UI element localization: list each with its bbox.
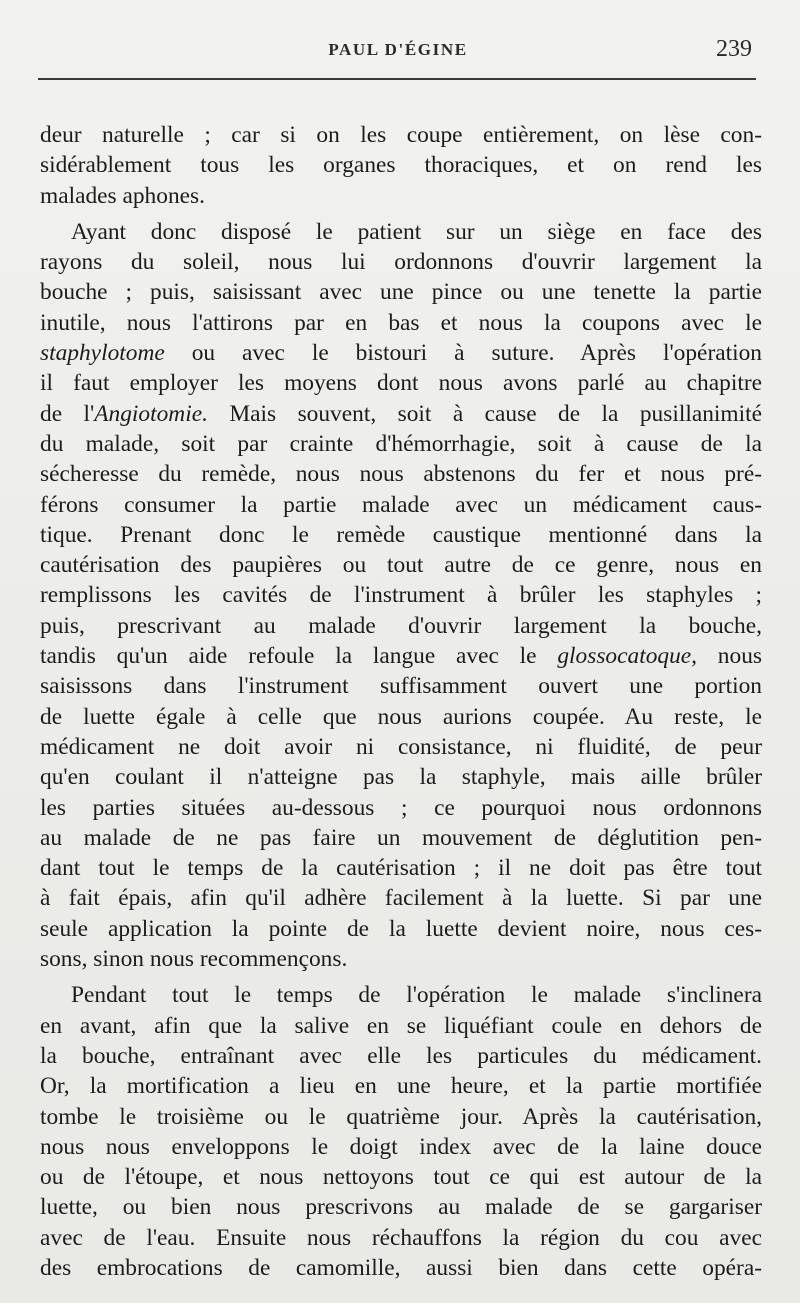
text-run: Ayant donc disposé le patient sur un siège en face des	[71, 218, 762, 245]
text-run: tandis qu'un aide refoule la langue avec le	[40, 643, 558, 670]
text-run: ou de l'étoupe, et nous nettoyons tout ce qui est autour de la	[40, 1164, 762, 1191]
text-line	[40, 490, 762, 520]
text-run: tombe le troisième ou le quatrième jour. Après la cautérisation,	[40, 1103, 762, 1130]
text-line	[40, 980, 762, 1010]
text-run: les parties situées au-dessous ; ce pourquoi nous ordonnons	[40, 794, 762, 821]
text-run: luette, ou bien nous prescrivons au malade de se gargariser	[40, 1194, 762, 1221]
text-run: nous	[697, 643, 762, 670]
text-line	[40, 399, 762, 429]
text-run: nous nous enveloppons le doigt index avec de la laine douce	[40, 1133, 762, 1160]
text-line	[40, 217, 762, 247]
text-line	[40, 732, 762, 762]
text-line	[40, 762, 762, 792]
text-run: de l'	[40, 400, 95, 427]
text-run: cautérisation des paupières ou tout autre de ce genre, nous en	[40, 552, 762, 579]
text-run: seule application la pointe de la luette devient noire, nous ces-	[40, 915, 762, 942]
text-run: remplissons les cavités de l'instrument à brûler les staphyles ;	[40, 582, 762, 609]
text-run: avec de l'eau. Ensuite nous réchauffons la région du cou avec	[40, 1224, 762, 1251]
text-line	[40, 580, 762, 610]
text-line	[40, 1071, 762, 1101]
text-line	[40, 368, 762, 398]
paragraph	[40, 980, 762, 1283]
text-line	[40, 308, 762, 338]
text-line	[40, 520, 762, 550]
text-line	[40, 944, 762, 974]
text-run: bouche ; puis, saisissant avec une pince ou une tenette la partie	[40, 279, 762, 306]
text-run: médicament ne doit avoir ni consistance, ni fluidité, de peur	[40, 733, 762, 760]
header-rule	[38, 78, 756, 80]
text-line	[40, 1162, 762, 1192]
text-run: de luette égale à celle que nous aurions coupée. Au reste, le	[40, 703, 762, 730]
text-line	[40, 338, 762, 368]
text-line	[40, 1041, 762, 1071]
text-run: il faut employer les moyens dont nous avons parlé au chapitre	[40, 370, 762, 397]
text-line	[40, 793, 762, 823]
text-run: deur naturelle ; car si on les coupe entièrement, on lèse con-	[40, 122, 762, 148]
text-run: sécheresse du remède, nous nous abstenons du fer et nous pré-	[40, 461, 762, 488]
text-run: la bouche, entraînant avec elle les particules du médicament.	[40, 1042, 762, 1069]
italic-term: glossocatoque,	[557, 643, 698, 670]
text-line	[40, 914, 762, 944]
text-run: au malade de ne pas faire un mouvement de déglutition pen-	[40, 824, 762, 851]
paragraph	[40, 120, 762, 211]
text-run: sons, sinon nous recommençons.	[40, 946, 348, 973]
text-run: des embrocations de camomille, aussi bien dans cette opéra-	[40, 1254, 762, 1281]
text-run: puis, prescrivant au malade d'ouvrir largement la bouche,	[40, 612, 762, 639]
text-line	[40, 641, 762, 671]
text-line	[40, 1223, 762, 1253]
text-run: du malade, soit par crainte d'hémorrhagie, soit à cause de la	[40, 430, 762, 457]
text-line	[40, 702, 762, 732]
text-run: dant tout le temps de la cautérisation ; il ne doit pas être tout	[40, 855, 762, 882]
text-run: à fait épais, afin qu'il adhère facilement à la luette. Si par une	[40, 885, 762, 912]
text-line	[40, 1132, 762, 1162]
text-line	[40, 277, 762, 307]
running-title: PAUL D'ÉGINE	[328, 40, 468, 59]
text-run: qu'en coulant il n'atteigne pas la staphyle, mais aille brûler	[40, 764, 762, 791]
text-line	[40, 671, 762, 701]
paragraph	[40, 217, 762, 974]
text-line	[40, 883, 762, 913]
text-line	[40, 1011, 762, 1041]
page-header	[38, 36, 758, 68]
text-line	[40, 823, 762, 853]
text-line	[40, 611, 762, 641]
text-run: ou avec le bistouri à suture. Après l'opération	[164, 340, 762, 367]
text-run: tique. Prenant donc le remède caustique mentionné dans la	[40, 521, 762, 548]
text-line	[40, 550, 762, 580]
text-run: férons consumer la partie malade avec un médicament caus-	[40, 491, 762, 518]
text-line	[40, 150, 762, 180]
text-line	[40, 1253, 762, 1283]
text-line	[40, 853, 762, 883]
text-run: Mais souvent, soit à cause de la pusillanimité	[207, 400, 762, 427]
text-run: saisissons dans l'instrument suffisamment ouvert une portion	[40, 673, 762, 700]
text-run: Or, la mortification a lieu en une heure, et la partie mortifiée	[40, 1073, 762, 1100]
text-run: rayons du soleil, nous lui ordonnons d'ouvrir largement la	[40, 249, 762, 276]
text-run: inutile, nous l'attirons par en bas et nous la coupons avec le	[40, 309, 762, 336]
text-line	[40, 1192, 762, 1222]
text-line	[40, 459, 762, 489]
page-number: 239	[716, 36, 752, 62]
text-run: sidérablement tous les organes thoraciques, et on rend les	[40, 152, 762, 179]
italic-term: Angiotomie.	[94, 400, 208, 427]
text-line	[40, 181, 762, 211]
text-run: malades aphones.	[40, 182, 205, 209]
text-line	[40, 120, 762, 150]
text-run: en avant, afin que la salive en se liquéfiant coule en dehors de	[40, 1012, 762, 1039]
body-text	[40, 120, 762, 1283]
text-run: Pendant tout le temps de l'opération le malade s'inclinera	[71, 982, 762, 1009]
text-line	[40, 247, 762, 277]
text-line	[40, 1102, 762, 1132]
italic-term: staphylotome	[40, 340, 165, 367]
text-line	[40, 429, 762, 459]
